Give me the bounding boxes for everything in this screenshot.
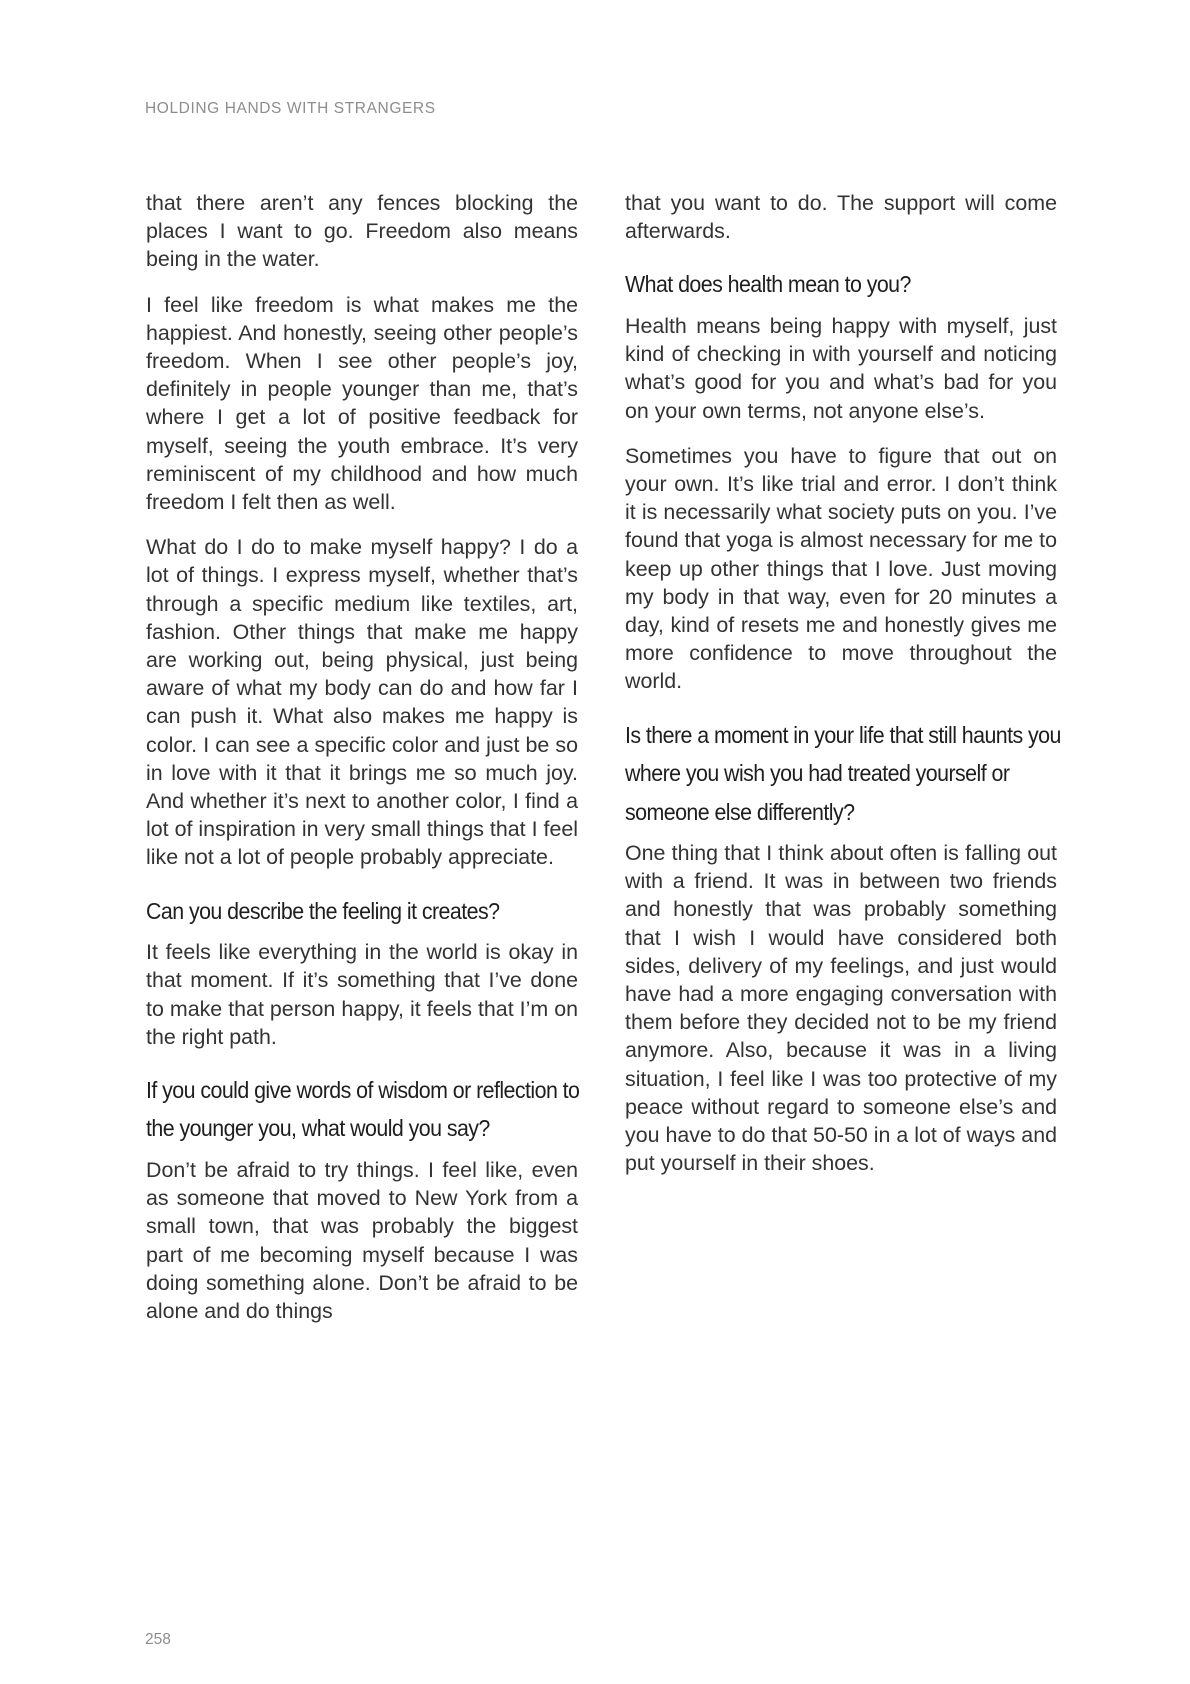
paragraph: Health means being happy with myself, just kind of checking in with yourself and noticing what’s good for you and what’s bad for you on your own terms, not anyone else’s. bbox=[625, 313, 1057, 423]
question-heading: Can you describe the feeling it creates? bbox=[146, 897, 500, 924]
paragraph: that you want to do. The support will come afterwards. bbox=[625, 191, 1057, 244]
question-heading: What does health mean to you? bbox=[625, 271, 911, 298]
paragraph: What do I do to make myself happy? I do a lot of things. I express myself, whether that’s through a specific medium like textiles, art, fashion. Other things that make me happy are working out, being physical, just being aware of what my body can do and how far I can push it. What also makes me happy is color. I can see a specific color and just be so in love with it that it brings me so much joy. And whether it’s next to another color, I find a lot of inspiration in very small things that I feel like not a lot of people probably appreciate. bbox=[146, 535, 578, 870]
paragraph: It feels like everything in the world is okay in that moment. If it’s something that I’ve done to make that person happy, it feels that I’m on the right path. bbox=[146, 940, 578, 1049]
page-number: 258 bbox=[145, 1631, 171, 1648]
paragraph: I feel like freedom is what makes me the happiest. And honestly, seeing other people’s freedom. When I see other people’s joy, definitely in people younger than me, that’s where I get a lot of positive feedback for myself, seeing the youth embrace. It’s very reminiscent of my childhood and how much freedom I felt then as well. bbox=[146, 292, 578, 515]
question-heading: Is there a moment in your life that still haunts you where you wish you had treated yourself or someone else differently? bbox=[625, 721, 1061, 825]
paragraph: One thing that I think about often is falling out with a friend. It was in between two friends and honestly that was probably something that I wish I would have considered both sides, delivery of my feelings, and just would have had a more engaging conversation with them before they decided not to be my friend anymore. Also, because it was in a living situation, I feel like I was too protective of my peace without regard to someone else’s and you have to do that 50-50 in a lot of ways and put yourself in their shoes. bbox=[625, 841, 1057, 1176]
left-column bbox=[146, 189, 578, 1342]
paragraph: Don’t be afraid to try things. I feel like, even as someone that moved to New York from a small town, that was probably the biggest part of me becoming myself because I was doing something alone. Don’t be afraid to be alone and do things bbox=[146, 1157, 578, 1323]
paragraph: Sometimes you have to figure that out on your own. It’s like trial and error. I don’t think it is necessarily what society puts on you. I’ve found that yoga is almost necessary for me to keep up other things that I love. Just moving my body in that way, even for 20 minutes a day, kind of resets me and honestly gives me more confidence to move throughout the world. bbox=[625, 443, 1057, 694]
running-head: HOLDING HANDS WITH STRANGERS bbox=[145, 100, 436, 117]
right-column bbox=[625, 189, 1061, 1194]
paragraph: that there aren’t any fences blocking the places I want to go. Freedom also means being in the water. bbox=[146, 191, 578, 272]
question-heading: If you could give words of wisdom or reflection to the younger you, what would you say? bbox=[146, 1076, 580, 1142]
